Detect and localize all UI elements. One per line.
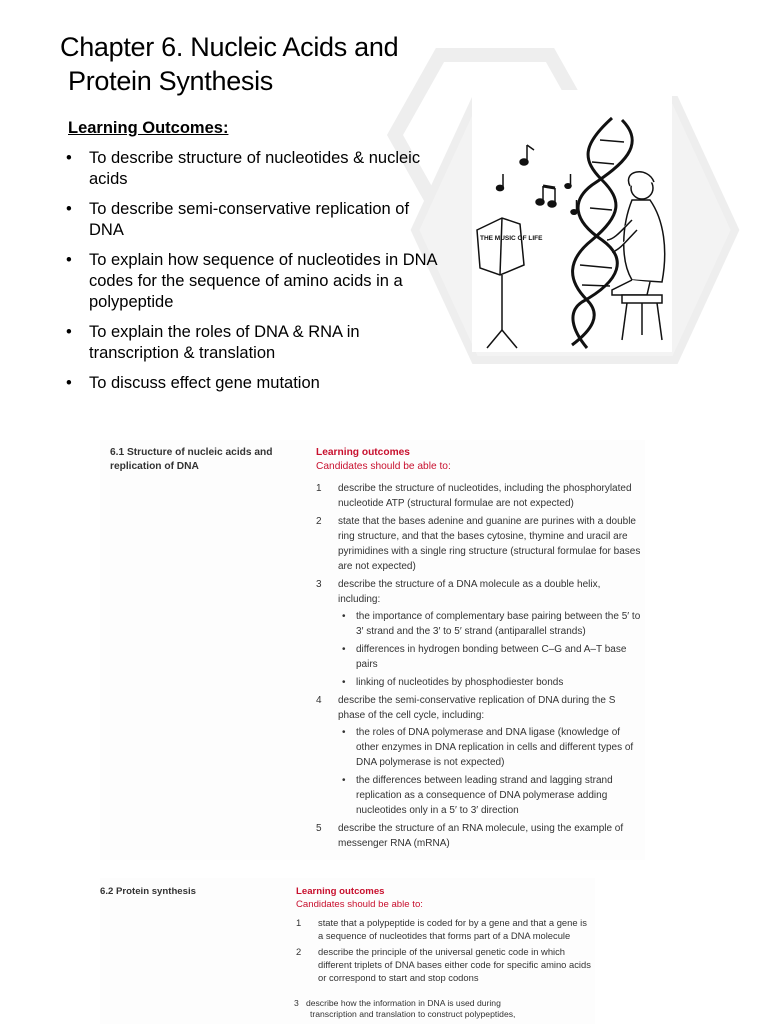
item-text: describe the structure of nucleotides, including the phosphorylated nucleotide ATP (structural formulae are not expected)	[338, 483, 632, 509]
list-item	[62, 199, 442, 241]
item-number: 1	[296, 917, 302, 928]
list-item	[316, 693, 641, 818]
bullet: •	[66, 251, 72, 269]
section-title: 6.2 Protein synthesis	[100, 886, 196, 897]
outcome-text: To discuss effect gene mutation	[89, 374, 320, 392]
list-item	[316, 514, 641, 574]
title-line-1: Chapter 6. Nucleic Acids and	[60, 32, 399, 62]
item-number: 2	[316, 516, 322, 527]
outcome-text: To explain the roles of DNA & RNA in transcription & translation	[89, 323, 360, 362]
title-line-2: Protein Synthesis	[68, 66, 274, 96]
list-item	[316, 577, 641, 690]
dna-music-cartoon-image	[472, 90, 672, 352]
list-item	[62, 250, 442, 313]
outcome-text: To describe structure of nucleotides & nucleic acids	[89, 149, 421, 188]
outcome-text: To explain how sequence of nucleotides in DNA codes for the sequence of amino acids in a polypeptide	[89, 251, 437, 311]
list-item	[62, 373, 442, 394]
sub-item: • linking of nucleotides by phosphodiester bonds	[338, 675, 641, 690]
list-item	[316, 821, 641, 851]
item-number: 5	[316, 823, 322, 834]
list-item	[62, 148, 442, 190]
outcomes-list	[296, 916, 594, 987]
bullet: •	[66, 374, 72, 392]
sub-item: • differences in hydrogen bonding between C–G and A–T base pairs	[338, 642, 641, 672]
bullet: •	[66, 323, 72, 341]
book-cover-text: THE MUSIC OF LIFE	[480, 235, 543, 242]
list-item	[62, 322, 442, 364]
item-text-line-2: transcription and translation to construct polypeptides,	[310, 1009, 516, 1019]
list-item	[296, 916, 594, 942]
item-number: 1	[316, 483, 322, 494]
syllabus-excerpt-6-1	[100, 440, 645, 860]
sub-item: • the roles of DNA polymerase and DNA ligase (knowledge of other enzymes in DNA replication in cells and different types of DNA polymerase is not expected)	[338, 725, 641, 770]
item-text: describe the principle of the universal genetic code in which different triplets of DNA bases either code for specific amino acids or correspond to start and stop codons	[318, 946, 591, 983]
sub-item: • the importance of complementary base pairing between the 5′ to 3′ strand and the 3′ to 5′ strand (antiparallel strands)	[338, 609, 641, 639]
item-text: state that a polypeptide is coded for by a gene and that a gene is a sequence of nucleotides that forms part of a DNA molecule	[318, 917, 587, 941]
item-number: 2	[296, 946, 302, 957]
item-text-line-1: describe how the information in DNA is used during	[305, 998, 501, 1008]
partial-item	[294, 998, 515, 1020]
syllabus-excerpt-6-2	[100, 878, 595, 1024]
sub-list	[338, 725, 641, 818]
learning-outcomes-label: Learning outcomes	[316, 447, 410, 458]
sub-item: • the differences between leading strand and lagging strand replication as a consequence of DNA polymerase adding nucleotides only in a 5′ to 3′ direction	[338, 773, 641, 818]
item-text: state that the bases adenine and guanine are purines with a double ring structure, and that the bases cytosine, thymine and uracil are pyrimidines with a single ring structure (structural formulae for bases are not expected)	[338, 516, 641, 572]
bullet: •	[66, 149, 72, 167]
item-number: 4	[316, 695, 322, 706]
page-title	[60, 30, 440, 98]
section-title: 6.1 Structure of nucleic acids and replication of DNA	[110, 447, 273, 472]
list-item	[316, 481, 641, 511]
item-text: describe the structure of a DNA molecule as a double helix, including:	[338, 579, 601, 605]
item-text: describe the semi-conservative replication of DNA during the S phase of the cell cycle, including:	[338, 695, 616, 721]
item-text: describe the structure of an RNA molecule, using the example of messenger RNA (mRNA)	[338, 823, 624, 849]
item-number: 3	[294, 998, 299, 1008]
list-item	[296, 945, 594, 984]
candidates-label: Candidates should be able to:	[296, 899, 423, 910]
item-number: 3	[316, 579, 322, 590]
learning-outcomes-heading: Learning Outcomes:	[68, 119, 229, 137]
learning-outcomes-label: Learning outcomes	[296, 886, 385, 897]
candidates-label: Candidates should be able to:	[316, 461, 451, 472]
outcomes-list	[316, 481, 641, 854]
learning-outcomes-list	[62, 148, 442, 403]
sub-list	[338, 609, 641, 690]
outcome-text: To describe semi-conservative replication of DNA	[89, 200, 410, 239]
bullet: •	[66, 200, 72, 218]
